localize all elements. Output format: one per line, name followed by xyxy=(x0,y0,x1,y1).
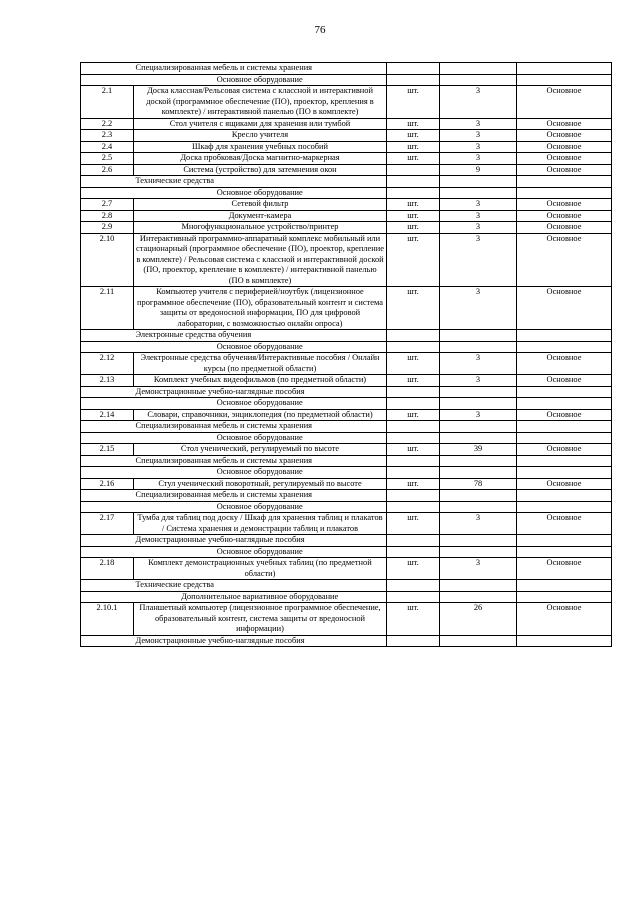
row-name: Многофункциональное устройство/принтер xyxy=(134,222,387,234)
empty-cell xyxy=(517,490,612,502)
empty-cell xyxy=(387,341,440,353)
section-row xyxy=(81,421,612,433)
table-row xyxy=(81,287,612,330)
empty-cell xyxy=(81,591,134,603)
empty-cell xyxy=(81,546,134,558)
empty-cell xyxy=(517,635,612,647)
subsection-title: Основное оборудование xyxy=(134,467,387,479)
row-type: Основное xyxy=(517,409,612,421)
section-title: Демонстрационные учебно-наглядные пособия xyxy=(134,635,387,647)
empty-cell xyxy=(81,74,134,86)
row-unit: шт. xyxy=(387,233,440,287)
empty-cell xyxy=(387,330,440,342)
empty-cell xyxy=(387,635,440,647)
row-number: 2.4 xyxy=(81,141,134,153)
empty-cell xyxy=(81,341,134,353)
subsection-row xyxy=(81,187,612,199)
empty-cell xyxy=(81,63,134,75)
empty-cell xyxy=(81,398,134,410)
row-name: Кресло учителя xyxy=(134,130,387,142)
row-type: Основное xyxy=(517,210,612,222)
empty-cell xyxy=(440,386,517,398)
row-number: 2.11 xyxy=(81,287,134,330)
subsection-title: Дополнительное вариативное оборудование xyxy=(134,591,387,603)
row-name: Доска пробковая/Доска магнитно-маркерная xyxy=(134,153,387,165)
empty-cell xyxy=(440,74,517,86)
row-quantity: 3 xyxy=(440,233,517,287)
empty-cell xyxy=(440,187,517,199)
row-number: 2.16 xyxy=(81,478,134,490)
subsection-title: Основное оборудование xyxy=(134,546,387,558)
section-title: Специализированная мебель и системы хранения xyxy=(134,421,387,433)
row-type: Основное xyxy=(517,513,612,535)
empty-cell xyxy=(81,421,134,433)
empty-cell xyxy=(440,398,517,410)
section-row xyxy=(81,386,612,398)
row-type: Основное xyxy=(517,478,612,490)
row-number: 2.7 xyxy=(81,199,134,211)
empty-cell xyxy=(387,176,440,188)
empty-cell xyxy=(440,432,517,444)
section-row xyxy=(81,635,612,647)
empty-cell xyxy=(440,63,517,75)
row-name: Система (устройство) для затемнения окон xyxy=(134,164,387,176)
row-unit: шт. xyxy=(387,153,440,165)
subsection-title: Основное оборудование xyxy=(134,432,387,444)
table-row xyxy=(81,409,612,421)
row-name: Компьютер учителя с периферией/ноутбук (лицензионное программное обеспечение (ПО), образовательный контент и система защиты от вредоносной информации, ПО для цифровой лаборатории, с возможностью онлайн опроса) xyxy=(134,287,387,330)
empty-cell xyxy=(81,176,134,188)
empty-cell xyxy=(387,467,440,479)
row-number: 2.12 xyxy=(81,353,134,375)
empty-cell xyxy=(81,535,134,547)
row-unit: шт. xyxy=(387,222,440,234)
row-unit: шт. xyxy=(387,141,440,153)
row-number: 2.17 xyxy=(81,513,134,535)
row-name: Стол ученический, регулируемый по высоте xyxy=(134,444,387,456)
subsection-row xyxy=(81,74,612,86)
table-row xyxy=(81,444,612,456)
empty-cell xyxy=(81,467,134,479)
row-type: Основное xyxy=(517,603,612,636)
row-type: Основное xyxy=(517,222,612,234)
empty-cell xyxy=(387,591,440,603)
empty-cell xyxy=(387,501,440,513)
row-number: 2.9 xyxy=(81,222,134,234)
table-row xyxy=(81,222,612,234)
table-row xyxy=(81,86,612,119)
subsection-row xyxy=(81,591,612,603)
empty-cell xyxy=(440,467,517,479)
empty-cell xyxy=(81,455,134,467)
empty-cell xyxy=(387,490,440,502)
subsection-title: Основное оборудование xyxy=(134,501,387,513)
row-type: Основное xyxy=(517,164,612,176)
empty-cell xyxy=(81,490,134,502)
table-row xyxy=(81,375,612,387)
equipment-table xyxy=(80,62,612,647)
row-quantity: 3 xyxy=(440,409,517,421)
row-quantity: 3 xyxy=(440,199,517,211)
empty-cell xyxy=(517,455,612,467)
subsection-title: Основное оборудование xyxy=(134,74,387,86)
row-quantity: 3 xyxy=(440,141,517,153)
empty-cell xyxy=(81,432,134,444)
empty-cell xyxy=(81,386,134,398)
empty-cell xyxy=(440,501,517,513)
empty-cell xyxy=(387,432,440,444)
section-title: Специализированная мебель и системы хранения xyxy=(134,490,387,502)
row-number: 2.2 xyxy=(81,118,134,130)
empty-cell xyxy=(387,546,440,558)
subsection-row xyxy=(81,501,612,513)
row-type: Основное xyxy=(517,287,612,330)
row-unit: шт. xyxy=(387,409,440,421)
row-unit: шт. xyxy=(387,287,440,330)
row-type: Основное xyxy=(517,141,612,153)
row-number: 2.8 xyxy=(81,210,134,222)
section-row xyxy=(81,63,612,75)
row-quantity: 3 xyxy=(440,130,517,142)
empty-cell xyxy=(517,591,612,603)
row-quantity: 78 xyxy=(440,478,517,490)
empty-cell xyxy=(387,74,440,86)
section-title: Электронные средства обучения xyxy=(134,330,387,342)
empty-cell xyxy=(517,63,612,75)
row-quantity: 3 xyxy=(440,287,517,330)
empty-cell xyxy=(440,635,517,647)
row-unit: шт. xyxy=(387,444,440,456)
row-type: Основное xyxy=(517,130,612,142)
empty-cell xyxy=(440,535,517,547)
row-unit: шт. xyxy=(387,375,440,387)
row-name: Стул ученический поворотный, регулируемый по высоте xyxy=(134,478,387,490)
row-type: Основное xyxy=(517,86,612,119)
row-quantity: 3 xyxy=(440,153,517,165)
empty-cell xyxy=(440,421,517,433)
row-unit: шт. xyxy=(387,118,440,130)
row-quantity: 9 xyxy=(440,164,517,176)
row-unit: шт. xyxy=(387,130,440,142)
table-row xyxy=(81,153,612,165)
row-name: Планшетный компьютер (лицензионное программное обеспечение, образовательный контент, система защиты от вредоносной информации) xyxy=(134,603,387,636)
row-name: Стол учителя с ящиками для хранения или тумбой xyxy=(134,118,387,130)
section-row xyxy=(81,455,612,467)
section-title: Специализированная мебель и системы хранения xyxy=(134,455,387,467)
table-row xyxy=(81,210,612,222)
page-number: 76 xyxy=(314,24,326,36)
empty-cell xyxy=(517,74,612,86)
empty-cell xyxy=(440,580,517,592)
equipment-table-body xyxy=(81,63,612,647)
section-row xyxy=(81,535,612,547)
subsection-title: Основное оборудование xyxy=(134,187,387,199)
row-unit: шт. xyxy=(387,558,440,580)
subsection-row xyxy=(81,398,612,410)
empty-cell xyxy=(517,546,612,558)
row-name: Тумба для таблиц под доску / Шкаф для хранения таблиц и плакатов / Система хранения и демонстрации таблиц и плакатов xyxy=(134,513,387,535)
table-row xyxy=(81,513,612,535)
row-number: 2.6 xyxy=(81,164,134,176)
subsection-row xyxy=(81,467,612,479)
row-unit xyxy=(387,164,440,176)
empty-cell xyxy=(387,580,440,592)
empty-cell xyxy=(517,421,612,433)
table-row xyxy=(81,118,612,130)
section-title: Демонстрационные учебно-наглядные пособия xyxy=(134,535,387,547)
subsection-row xyxy=(81,546,612,558)
row-number: 2.15 xyxy=(81,444,134,456)
section-row xyxy=(81,176,612,188)
row-name: Словари, справочники, энциклопедия (по предметной области) xyxy=(134,409,387,421)
empty-cell xyxy=(440,490,517,502)
row-name: Сетевой фильтр xyxy=(134,199,387,211)
row-number: 2.14 xyxy=(81,409,134,421)
row-number: 2.3 xyxy=(81,130,134,142)
row-quantity: 3 xyxy=(440,353,517,375)
empty-cell xyxy=(440,330,517,342)
empty-cell xyxy=(517,501,612,513)
row-quantity: 3 xyxy=(440,513,517,535)
empty-cell xyxy=(81,635,134,647)
empty-cell xyxy=(517,535,612,547)
table-row xyxy=(81,603,612,636)
subsection-title: Основное оборудование xyxy=(134,398,387,410)
row-unit: шт. xyxy=(387,210,440,222)
empty-cell xyxy=(440,341,517,353)
table-row xyxy=(81,130,612,142)
row-number: 2.10 xyxy=(81,233,134,287)
empty-cell xyxy=(517,432,612,444)
empty-cell xyxy=(387,63,440,75)
row-unit: шт. xyxy=(387,478,440,490)
row-unit: шт. xyxy=(387,603,440,636)
empty-cell xyxy=(387,535,440,547)
row-quantity: 39 xyxy=(440,444,517,456)
row-type: Основное xyxy=(517,558,612,580)
empty-cell xyxy=(440,546,517,558)
empty-cell xyxy=(440,455,517,467)
empty-cell xyxy=(81,501,134,513)
subsection-row xyxy=(81,341,612,353)
empty-cell xyxy=(517,467,612,479)
row-type: Основное xyxy=(517,375,612,387)
section-title: Технические средства xyxy=(134,176,387,188)
row-name: Доска классная/Рельсовая система с классной и интерактивной доской (программное обеспечение (ПО), проектор, крепления в комплекте) / интерактивной панелью (ПО в комплекте) xyxy=(134,86,387,119)
empty-cell xyxy=(81,330,134,342)
row-name: Шкаф для хранения учебных пособий xyxy=(134,141,387,153)
empty-cell xyxy=(81,580,134,592)
section-row xyxy=(81,490,612,502)
row-quantity: 3 xyxy=(440,375,517,387)
row-quantity: 3 xyxy=(440,86,517,119)
row-quantity: 3 xyxy=(440,558,517,580)
empty-cell xyxy=(440,591,517,603)
empty-cell xyxy=(517,176,612,188)
row-number: 2.18 xyxy=(81,558,134,580)
empty-cell xyxy=(517,330,612,342)
row-number: 2.13 xyxy=(81,375,134,387)
row-type: Основное xyxy=(517,233,612,287)
empty-cell xyxy=(387,398,440,410)
empty-cell xyxy=(387,187,440,199)
row-unit: шт. xyxy=(387,86,440,119)
table-row xyxy=(81,478,612,490)
row-name: Комплект демонстрационных учебных таблиц (по предметной области) xyxy=(134,558,387,580)
empty-cell xyxy=(517,341,612,353)
row-type: Основное xyxy=(517,353,612,375)
row-type: Основное xyxy=(517,153,612,165)
section-title: Специализированная мебель и системы хранения xyxy=(134,63,387,75)
row-quantity: 26 xyxy=(440,603,517,636)
table-row xyxy=(81,141,612,153)
table-row xyxy=(81,353,612,375)
row-unit: шт. xyxy=(387,513,440,535)
table-row xyxy=(81,164,612,176)
subsection-title: Основное оборудование xyxy=(134,341,387,353)
row-quantity: 3 xyxy=(440,210,517,222)
empty-cell xyxy=(517,580,612,592)
table-row xyxy=(81,199,612,211)
row-name: Документ-камера xyxy=(134,210,387,222)
row-name: Комплект учебных видеофильмов (по предметной области) xyxy=(134,375,387,387)
row-type: Основное xyxy=(517,118,612,130)
row-name: Интерактивный программно-аппаратный комплекс мобильный или стационарный (программное обеспечение (ПО), проектор, крепление в комплекте) / Рельсовая система с классной и интерактивной доской (ПО, проектор, крепление в комплекте) / интерактивной панелью (ПО в комплекте) xyxy=(134,233,387,287)
table-row xyxy=(81,558,612,580)
empty-cell xyxy=(387,421,440,433)
section-title: Технические средства xyxy=(134,580,387,592)
section-row xyxy=(81,330,612,342)
row-unit: шт. xyxy=(387,353,440,375)
empty-cell xyxy=(517,386,612,398)
row-number: 2.5 xyxy=(81,153,134,165)
subsection-row xyxy=(81,432,612,444)
row-type: Основное xyxy=(517,199,612,211)
row-quantity: 3 xyxy=(440,118,517,130)
row-name: Электронные средства обучения/Интерактивные пособия / Онлайн курсы (по предметной области) xyxy=(134,353,387,375)
empty-cell xyxy=(387,386,440,398)
empty-cell xyxy=(517,187,612,199)
empty-cell xyxy=(517,398,612,410)
row-unit: шт. xyxy=(387,199,440,211)
row-number: 2.10.1 xyxy=(81,603,134,636)
empty-cell xyxy=(81,187,134,199)
table-row xyxy=(81,233,612,287)
row-type: Основное xyxy=(517,444,612,456)
empty-cell xyxy=(440,176,517,188)
section-title: Демонстрационные учебно-наглядные пособия xyxy=(134,386,387,398)
row-quantity: 3 xyxy=(440,222,517,234)
empty-cell xyxy=(387,455,440,467)
row-number: 2.1 xyxy=(81,86,134,119)
section-row xyxy=(81,580,612,592)
